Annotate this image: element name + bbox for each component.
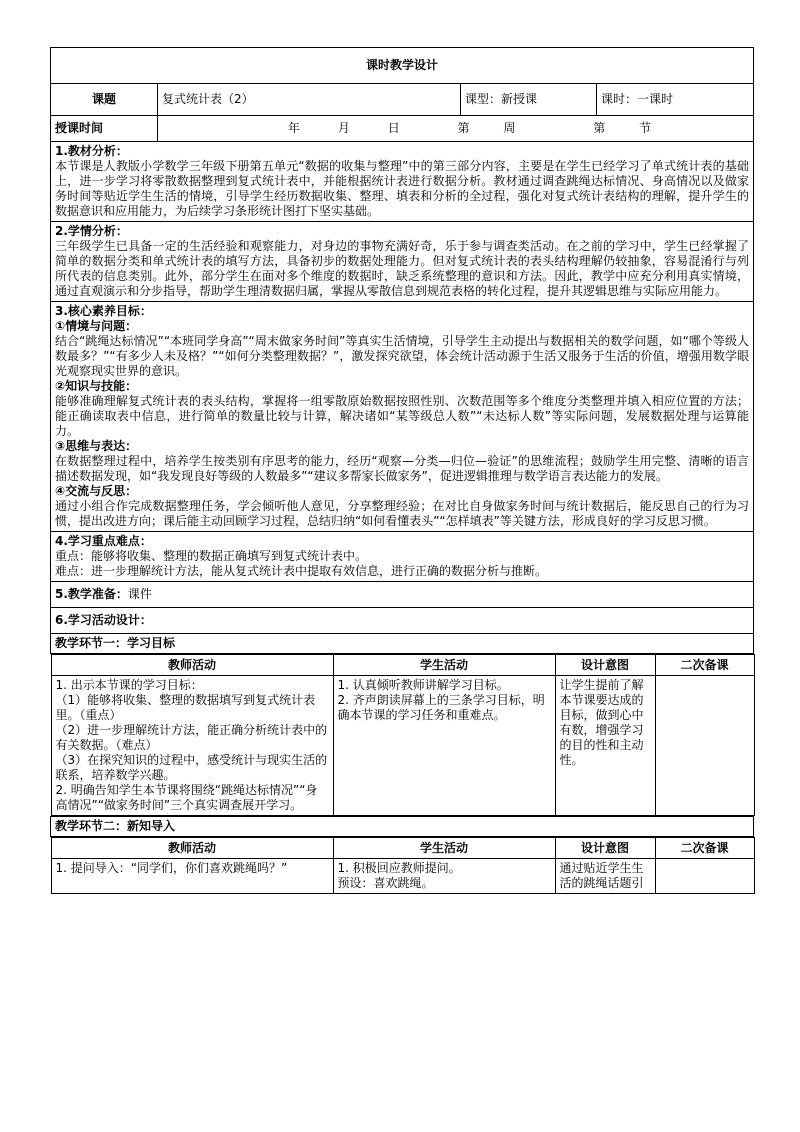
lesson-period: 课时：一课时: [597, 84, 754, 116]
keypoints-heading: 4.学习重点难点：: [55, 534, 152, 548]
col-student: 学生活动: [333, 655, 555, 676]
learner-heading: 2.学情分析：: [55, 224, 128, 238]
teacher-line: 2. 明确告知学生本节课将围绕“跳绳达标情况”“身高情况”“做家务时间”三个真实调查展开学习。: [55, 783, 318, 812]
col-intent: 设计意图: [555, 838, 655, 859]
col-teacher: 教师活动: [51, 838, 333, 859]
goal-text: 通过小组合作完成数据整理任务，学会倾听他人意见，分享整理经验；在对比自身做家务时间与统计数据后，能反思自己的行为习惯，提出改进方向；课后能主动回顾学习过程，总结归纳“如何看懂表头”“怎样填表”等关键方法，形成良好的学习反思习惯。: [55, 499, 750, 528]
stage1-heading: 教学环节一：学习目标: [51, 634, 754, 654]
week-text: 周: [503, 121, 516, 135]
goal-title: ④交流与反思：: [55, 484, 138, 498]
prep-heading: 5.教学准备：: [55, 587, 128, 601]
goal-title: ③思维与表达：: [55, 439, 138, 453]
date-label: 授课时间: [51, 116, 158, 142]
lesson-plan-page: [50, 47, 753, 894]
goal-title: ①情境与问题：: [55, 319, 138, 333]
stage1-table: [51, 654, 755, 816]
student-activity: [333, 859, 555, 894]
material-heading: 1.教材分析：: [55, 144, 128, 158]
page-title: 课时教学设计: [51, 48, 754, 84]
design-intent: 通过贴近学生生活的跳绳话题引: [555, 859, 655, 894]
col-teacher: 教师活动: [51, 655, 333, 676]
activity-heading: 6.学习活动设计：: [51, 608, 754, 634]
material-analysis: [51, 142, 754, 222]
key-point: 重点：能够将收集、整理的数据正确填写到复式统计表中。: [55, 549, 368, 563]
teacher-line: （1）能够将收集、整理的数据填写到复式统计表里。（重点）: [55, 693, 316, 722]
design-intent: 让学生提前了解本节课要达成的目标，做到心中有数，增强学习的目的性和主动性。: [555, 676, 655, 816]
teacher-line: 1. 出示本节课的学习目标：: [55, 678, 203, 692]
topic-label: 课题: [51, 84, 158, 116]
month-text: 月: [337, 121, 350, 135]
teacher-line: （2）进一步理解统计方法，能正确分析统计表中的有关数据。（难点）: [55, 723, 328, 752]
date-row: [158, 116, 754, 142]
student-activity: [333, 676, 555, 816]
section-text: 节: [639, 121, 652, 135]
col-revise: 二次备课: [655, 655, 754, 676]
section-prefix: 第: [593, 121, 606, 135]
goals-heading: 3.核心素养目标：: [55, 304, 152, 318]
goal-title: ②知识与技能：: [55, 379, 138, 393]
stage2-table: [51, 837, 755, 894]
lesson-plan-table: [50, 47, 754, 894]
teacher-activity: [51, 676, 333, 816]
difficult-point: 难点：进一步理解统计方法，能从复式统计表中提取有效信息，进行正确的数据分析与推断。: [55, 564, 548, 578]
student-line: 预设：喜欢跳绳。: [337, 876, 434, 890]
day-text: 日: [387, 121, 400, 135]
goal-text: 在数据整理过程中，培养学生按类别有序思考的能力，经历“观察—分类—归位—验证”的思维流程；鼓励学生用完整、清晰的语言描述数据发现，如“我发现良好等级的人数最多”“建议多帮家长做家务”，促进逻辑推理与数学语言表达能力的发展。: [55, 454, 750, 483]
key-difficult-points: [51, 532, 754, 582]
teacher-line: 1. 提问导入：“同学们，你们喜欢跳绳吗？”: [55, 861, 288, 875]
second-revision: [655, 676, 754, 816]
student-line: 2. 齐声朗读屏幕上的三条学习目标，明确本节课的学习任务和重难点。: [337, 693, 545, 722]
week-prefix: 第: [457, 121, 470, 135]
second-revision: [655, 859, 754, 894]
student-line: 1. 认真倾听教师讲解学习目标。: [337, 678, 509, 692]
teacher-activity: [51, 859, 333, 894]
stage1-block: [51, 654, 754, 817]
teaching-prep: [51, 582, 754, 608]
year-text: 年: [288, 121, 301, 135]
topic-value: 复式统计表（2）: [158, 84, 461, 116]
goal-text: 结合“跳绳达标情况”“本班同学身高”“周末做家务时间”等真实生活情境，引导学生主动提出与数据相关的数学问题，如“哪个等级人数最多？”“有多少人未及格？”“如何分类整理数据？”，激发探究欲望，体会统计活动源于生活又服务于生活的价值，增强用数学眼光观察现实世界的意识。: [55, 334, 750, 378]
goal-text: 能够准确理解复式统计表的表头结构，掌握将一组零散原始数据按照性别、次数范围等多个维度分类整理并填入相应位置的方法；能正确读取表中信息，进行简单的数量比较与计算，解决诸如“某等级总人数”“未达标人数”等实际问题，发展数据处理与运算能力。: [55, 394, 750, 438]
lesson-type: 课型：新授课: [461, 84, 597, 116]
col-revise: 二次备课: [655, 838, 754, 859]
stage2-block: [51, 837, 754, 895]
learner-analysis: [51, 222, 754, 302]
col-intent: 设计意图: [555, 655, 655, 676]
material-text: 本节课是人教版小学数学三年级下册第五单元“数据的收集与整理”中的第三部分内容，主要是在学生已经学习了单式统计表的基础上，进一步学习将零散数据整理到复式统计表中，并能根据统计表进行数据分析。教材通过调查跳绳达标情况、身高情况以及做家务时间等贴近学生生活的情境，引导学生经历数据收集、整理、填表和分析的全过程，强化对复式统计表结构的理解，提升学生的数据意识和应用能力，为后续学习条形统计图打下坚实基础。: [55, 159, 750, 218]
col-student: 学生活动: [333, 838, 555, 859]
core-goals: [51, 302, 754, 532]
prep-value: 课件: [127, 587, 152, 601]
teacher-line: （3）在探究知识的过程中，感受统计与现实生活的联系，培养数学兴趣。: [55, 753, 328, 782]
learner-text: 三年级学生已具备一定的生活经验和观察能力，对身边的事物充满好奇，乐于参与调查类活动。在之前的学习中，学生已经掌握了简单的数据分类和单式统计表的填写方法，具备初步的数据处理能力。但对复式统计表的表头结构理解仍较抽象，容易混淆行与列所代表的信息类别。此外，部分学生在面对多个维度的数据时，缺乏系统整理的意识和方法。因此，教学中应充分利用真实情境，通过直观演示和分步指导，帮助学生理清数据归属，掌握从零散信息到规范表格的转化过程，提升其逻辑思维与实际应用能力。: [55, 239, 750, 298]
student-line: 1. 积极回应教师提问。: [337, 861, 461, 875]
stage2-heading: 教学环节二：新知导入: [51, 817, 754, 837]
